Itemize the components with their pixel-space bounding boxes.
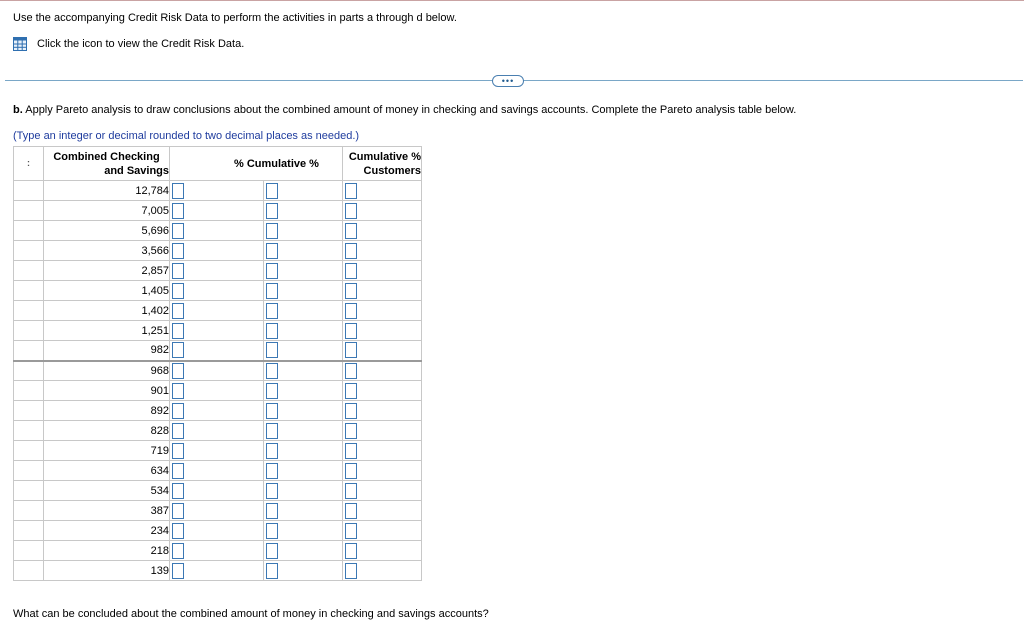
cumulative-percent-input-cell — [264, 541, 343, 561]
percent-input-cell — [170, 441, 264, 461]
row-index-cell — [14, 261, 44, 281]
cumulative-customers-input[interactable] — [345, 563, 357, 579]
percent-cumulative-header — [170, 147, 343, 181]
cumulative-percent-input-cell — [264, 261, 343, 281]
row-index-cell — [14, 461, 44, 481]
cumulative-customers-input-cell — [343, 261, 422, 281]
cumulative-customers-input[interactable] — [345, 463, 357, 479]
cumulative-customers-input[interactable] — [345, 423, 357, 439]
cumulative-percent-input-cell — [264, 501, 343, 521]
pareto-table — [13, 146, 422, 581]
table-header-row — [14, 147, 422, 181]
question-text — [13, 104, 796, 116]
cumulative-customers-input-cell — [343, 341, 422, 361]
percent-input[interactable] — [172, 243, 184, 259]
cumulative-percent-input[interactable] — [266, 323, 278, 339]
percent-input-cell — [170, 201, 264, 221]
combined-amount-cell: 1,251 — [44, 321, 170, 341]
percent-input-cell — [170, 561, 264, 581]
pareto-table-body — [14, 181, 422, 581]
cumulative-percent-input[interactable] — [266, 443, 278, 459]
cumulative-percent-input[interactable] — [266, 303, 278, 319]
table-row — [14, 441, 422, 461]
pareto-table-container — [13, 146, 422, 581]
percent-input-cell — [170, 241, 264, 261]
table-row — [14, 201, 422, 221]
percent-input[interactable] — [172, 483, 184, 499]
row-index-cell — [14, 301, 44, 321]
cumulative-percent-input[interactable] — [266, 463, 278, 479]
combined-amount-cell: 534 — [44, 481, 170, 501]
table-row — [14, 301, 422, 321]
data-link-label: Click the icon to view the Credit Risk Data. — [37, 38, 245, 50]
row-index-cell — [14, 201, 44, 221]
cumulative-customers-input[interactable] — [345, 363, 357, 379]
percent-input-cell — [170, 221, 264, 241]
cumulative-percent-input-cell — [264, 481, 343, 501]
percent-input[interactable] — [172, 223, 184, 239]
combined-amount-cell: 901 — [44, 381, 170, 401]
cumulative-customers-input[interactable] — [345, 203, 357, 219]
cumulative-percent-input-cell — [264, 181, 343, 201]
cumulative-customers-input-cell — [343, 301, 422, 321]
combined-savings-header — [44, 147, 170, 181]
row-index-cell — [14, 281, 44, 301]
cumulative-percent-input-cell — [264, 201, 343, 221]
cumulative-percent-input[interactable] — [266, 283, 278, 299]
percent-input-cell — [170, 321, 264, 341]
row-index-cell — [14, 401, 44, 421]
percent-input[interactable] — [172, 423, 184, 439]
row-index-cell — [14, 421, 44, 441]
cumulative-percent-input[interactable] — [266, 403, 278, 419]
cumulative-percent-input-cell — [264, 221, 343, 241]
cumulative-customers-input-cell — [343, 361, 422, 381]
combined-amount-cell: 3,566 — [44, 241, 170, 261]
combined-amount-cell: 1,402 — [44, 301, 170, 321]
row-index-cell — [14, 561, 44, 581]
cumulative-percent-input-cell — [264, 301, 343, 321]
row-index-cell — [14, 341, 44, 361]
table-row — [14, 261, 422, 281]
percent-input[interactable] — [172, 183, 184, 199]
cumulative-customers-input-cell — [343, 381, 422, 401]
combined-amount-cell: 719 — [44, 441, 170, 461]
cumulative-customers-input-cell — [343, 521, 422, 541]
cumulative-customers-input[interactable] — [345, 383, 357, 399]
cumulative-customers-input[interactable] — [345, 523, 357, 539]
combined-amount-cell: 828 — [44, 421, 170, 441]
cumulative-percent-input[interactable] — [266, 543, 278, 559]
cumulative-customers-input-cell — [343, 321, 422, 341]
percent-input-cell — [170, 421, 264, 441]
cumulative-customers-input[interactable] — [345, 543, 357, 559]
cumulative-percent-input-cell — [264, 321, 343, 341]
cumulative-percent-input-cell — [264, 421, 343, 441]
cumulative-percent-input-cell — [264, 381, 343, 401]
cumulative-percent-input[interactable] — [266, 563, 278, 579]
percent-input[interactable] — [172, 263, 184, 279]
cumulative-percent-input-cell — [264, 341, 343, 361]
combined-amount-cell: 982 — [44, 341, 170, 361]
cum-customers-line1: Cumulative % — [348, 150, 421, 163]
combined-header-line2: and Savings — [104, 164, 169, 177]
cumulative-customers-header — [343, 147, 422, 181]
row-index-cell — [14, 321, 44, 341]
cumulative-customers-input[interactable] — [345, 342, 357, 358]
cumulative-customers-input-cell — [343, 501, 422, 521]
cumulative-percent-input[interactable] — [266, 363, 278, 379]
cumulative-customers-input-cell — [343, 481, 422, 501]
data-link-row[interactable] — [13, 37, 244, 51]
cumulative-percent-input-cell — [264, 281, 343, 301]
cumulative-percent-input[interactable] — [266, 203, 278, 219]
combined-amount-cell: 218 — [44, 541, 170, 561]
table-row — [14, 361, 422, 381]
percent-input-cell — [170, 341, 264, 361]
percent-input-cell — [170, 461, 264, 481]
table-row — [14, 421, 422, 441]
table-row — [14, 401, 422, 421]
table-row — [14, 541, 422, 561]
combined-header-line1: Combined Checking — [53, 150, 160, 163]
question-part-label: b. — [13, 104, 23, 116]
percent-input-cell — [170, 361, 264, 381]
row-index-cell — [14, 441, 44, 461]
percent-input-cell — [170, 521, 264, 541]
percent-input[interactable] — [172, 303, 184, 319]
combined-amount-cell: 892 — [44, 401, 170, 421]
row-index-cell — [14, 381, 44, 401]
cumulative-percent-input-cell — [264, 241, 343, 261]
percent-input[interactable] — [172, 203, 184, 219]
table-row — [14, 181, 422, 201]
percent-input[interactable] — [172, 323, 184, 339]
combined-amount-cell: 1,405 — [44, 281, 170, 301]
cumulative-customers-input[interactable] — [345, 403, 357, 419]
cumulative-customers-input[interactable] — [345, 263, 357, 279]
table-row — [14, 561, 422, 581]
cumulative-customers-input-cell — [343, 461, 422, 481]
table-row — [14, 461, 422, 481]
table-row — [14, 521, 422, 541]
cumulative-percent-input[interactable] — [266, 183, 278, 199]
corner-dots: : — [27, 158, 30, 168]
cumulative-customers-input-cell — [343, 181, 422, 201]
combined-amount-cell: 5,696 — [44, 221, 170, 241]
combined-amount-cell: 634 — [44, 461, 170, 481]
cumulative-percent-input[interactable] — [266, 342, 278, 358]
percent-input-cell — [170, 401, 264, 421]
row-index-cell — [14, 361, 44, 381]
question-body: Apply Pareto analysis to draw conclusions about the combined amount of money in checking and savings accounts. Complete the Pareto analysis table below. — [25, 104, 797, 116]
cumulative-customers-input-cell — [343, 421, 422, 441]
percent-input[interactable] — [172, 503, 184, 519]
cumulative-percent-input[interactable] — [266, 223, 278, 239]
combined-amount-cell: 12,784 — [44, 181, 170, 201]
percent-input-cell — [170, 481, 264, 501]
cumulative-percent-input[interactable] — [266, 383, 278, 399]
instructions-text: Use the accompanying Credit Risk Data to perform the activities in parts a through d below. — [13, 12, 457, 24]
percent-input[interactable] — [172, 543, 184, 559]
row-index-cell — [14, 181, 44, 201]
table-row — [14, 341, 422, 361]
data-table-icon[interactable] — [13, 37, 27, 51]
cumulative-percent-input-cell — [264, 361, 343, 381]
cumulative-customers-input-cell — [343, 221, 422, 241]
percent-input[interactable] — [172, 563, 184, 579]
combined-amount-cell: 139 — [44, 561, 170, 581]
cumulative-customers-input[interactable] — [345, 283, 357, 299]
cumulative-percent-input-cell — [264, 401, 343, 421]
table-row — [14, 321, 422, 341]
cumulative-percent-input-cell — [264, 461, 343, 481]
cumulative-percent-input[interactable] — [266, 243, 278, 259]
cumulative-customers-input[interactable] — [345, 303, 357, 319]
cumulative-customers-input-cell — [343, 281, 422, 301]
cumulative-customers-input-cell — [343, 561, 422, 581]
percent-input-cell — [170, 281, 264, 301]
row-index-cell — [14, 521, 44, 541]
table-row — [14, 481, 422, 501]
cumulative-percent-input-cell — [264, 441, 343, 461]
table-row — [14, 221, 422, 241]
percent-input[interactable] — [172, 283, 184, 299]
percent-input[interactable] — [172, 342, 184, 358]
cumulative-percent-input-cell — [264, 521, 343, 541]
percent-input[interactable] — [172, 523, 184, 539]
cumulative-customers-input[interactable] — [345, 443, 357, 459]
conclusion-question: What can be concluded about the combined amount of money in checking and savings accounts? — [13, 608, 489, 620]
cumulative-customers-input[interactable] — [345, 503, 357, 519]
cumulative-percent-input[interactable] — [266, 523, 278, 539]
table-row — [14, 281, 422, 301]
combined-amount-cell: 968 — [44, 361, 170, 381]
row-index-cell — [14, 221, 44, 241]
combined-amount-cell: 2,857 — [44, 261, 170, 281]
percent-input[interactable] — [172, 383, 184, 399]
cumulative-customers-input-cell — [343, 201, 422, 221]
cumulative-percent-input-cell — [264, 561, 343, 581]
cumulative-customers-input-cell — [343, 441, 422, 461]
row-index-cell — [14, 481, 44, 501]
cumulative-customers-input[interactable] — [345, 323, 357, 339]
percent-input[interactable] — [172, 443, 184, 459]
corner-header — [14, 147, 44, 181]
percent-input-cell — [170, 501, 264, 521]
expand-more-button[interactable]: ••• — [492, 75, 524, 87]
cumulative-customers-input[interactable] — [345, 483, 357, 499]
table-row — [14, 241, 422, 261]
percent-input-cell — [170, 381, 264, 401]
percent-input-cell — [170, 261, 264, 281]
cumulative-customers-input[interactable] — [345, 243, 357, 259]
percent-input[interactable] — [172, 403, 184, 419]
percent-input-cell — [170, 301, 264, 321]
percent-input-cell — [170, 181, 264, 201]
row-index-cell — [14, 241, 44, 261]
top-rule — [0, 0, 1024, 1]
row-index-cell — [14, 541, 44, 561]
percent-cumulative-label: % Cumulative % — [234, 157, 319, 170]
combined-amount-cell: 387 — [44, 501, 170, 521]
cumulative-percent-input[interactable] — [266, 503, 278, 519]
cumulative-customers-input[interactable] — [345, 183, 357, 199]
percent-input-cell — [170, 541, 264, 561]
cumulative-customers-input-cell — [343, 241, 422, 261]
cum-customers-line2: Customers — [363, 164, 421, 177]
combined-amount-cell: 7,005 — [44, 201, 170, 221]
rounding-hint: (Type an integer or decimal rounded to two decimal places as needed.) — [13, 130, 360, 142]
percent-input[interactable] — [172, 363, 184, 379]
cumulative-percent-input[interactable] — [266, 263, 278, 279]
combined-amount-cell: 234 — [44, 521, 170, 541]
cumulative-percent-input[interactable] — [266, 483, 278, 499]
cumulative-customers-input-cell — [343, 401, 422, 421]
table-row — [14, 381, 422, 401]
table-row — [14, 501, 422, 521]
row-index-cell — [14, 501, 44, 521]
cumulative-customers-input-cell — [343, 541, 422, 561]
cumulative-customers-input[interactable] — [345, 223, 357, 239]
percent-input[interactable] — [172, 463, 184, 479]
cumulative-percent-input[interactable] — [266, 423, 278, 439]
